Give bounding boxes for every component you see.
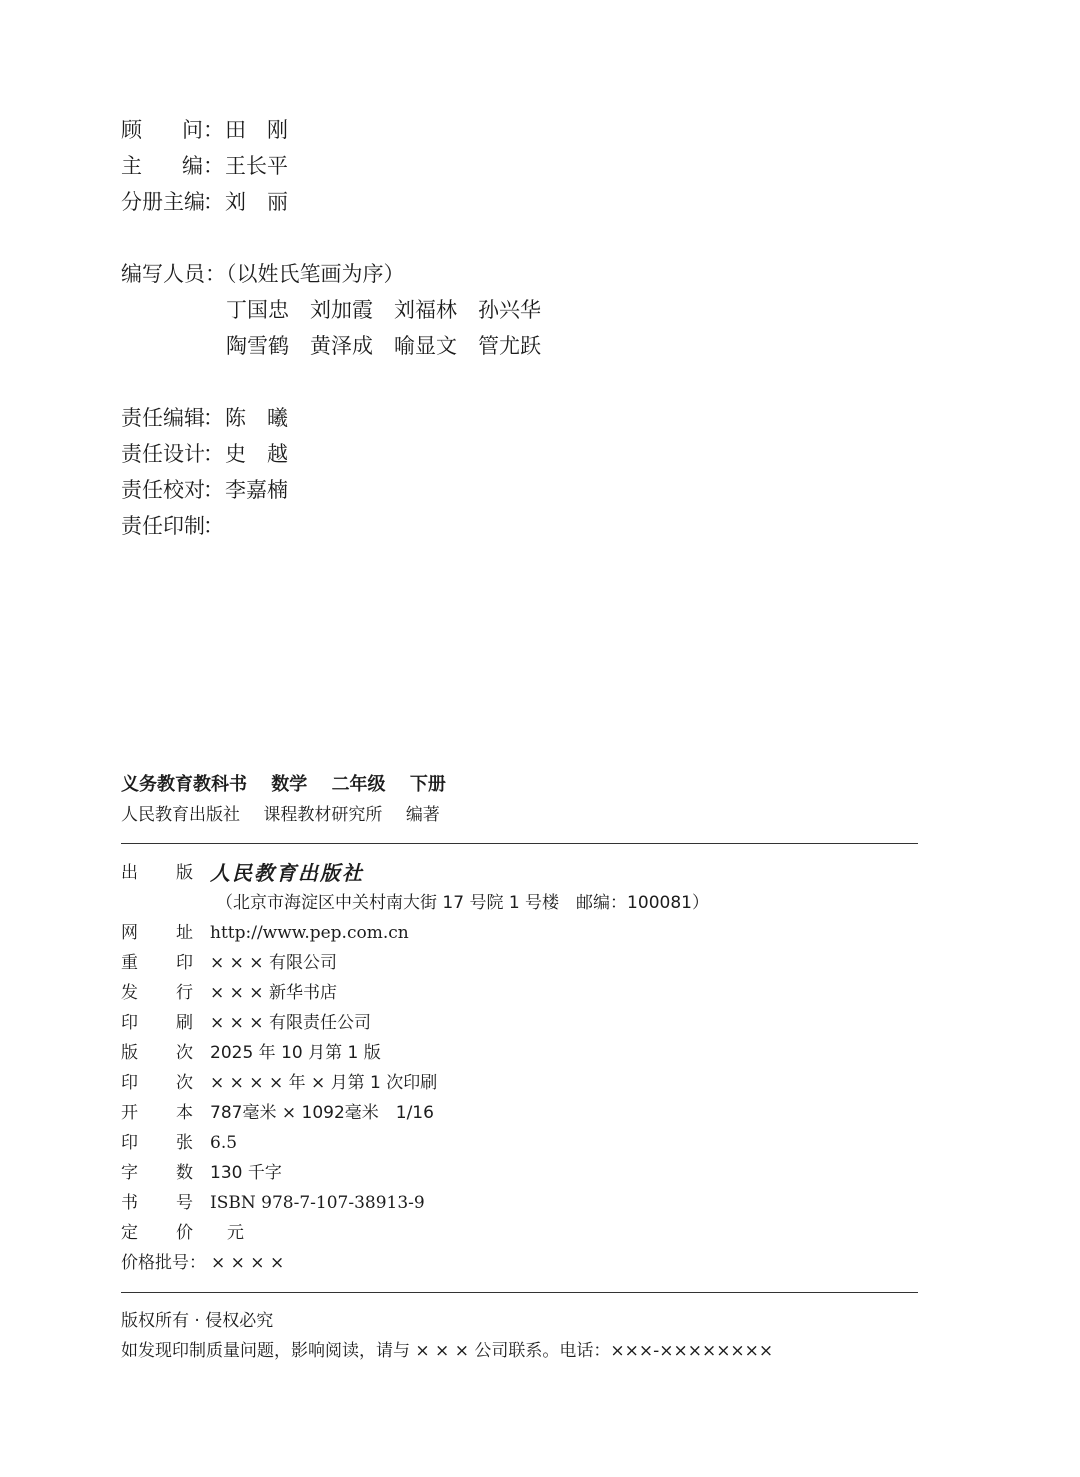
author-name: 喻显文 bbox=[394, 334, 457, 358]
responsible-editor-row: 责任编辑 ： 陈 曦 bbox=[121, 400, 821, 436]
book-volume: 下册 bbox=[409, 774, 446, 795]
author-name: 管尤跃 bbox=[478, 334, 541, 358]
format-value: 787毫米 × 1092毫米 1/16 bbox=[210, 1103, 434, 1123]
info-row-edition: 版 次 2025 年 10 月第 1 版 bbox=[121, 1038, 921, 1068]
quality-contact: 如发现印制质量问题，影响阅读，请与 × × × 公司联系。电话：×××-×××××××× bbox=[121, 1341, 774, 1361]
book-grade: 二年级 bbox=[331, 774, 386, 795]
info-row-impression: 印 次 × × × × 年 × 月第 1 次印刷 bbox=[121, 1068, 921, 1098]
authors-title: 编写人员：（以姓氏笔画为序） bbox=[121, 262, 405, 286]
volume-editor-row: 分册主编 ： 刘 丽 bbox=[121, 184, 821, 220]
footer bbox=[121, 1306, 921, 1366]
advisor-value: 田 刚 bbox=[225, 118, 288, 142]
website-value: http://www.pep.com.cn bbox=[210, 923, 409, 943]
book-subject: 数学 bbox=[271, 774, 308, 795]
author-name: 刘福林 bbox=[394, 298, 457, 322]
chief-editor-label: 主 编 bbox=[121, 154, 203, 178]
book-institute: 课程教材研究所 bbox=[263, 805, 383, 825]
book-title-block bbox=[121, 770, 921, 830]
reprint-value: × × × 有限公司 bbox=[210, 953, 337, 973]
printing-value: × × × 有限责任公司 bbox=[210, 1013, 371, 1033]
book-publisher: 人民教育出版社 bbox=[121, 805, 240, 825]
publication-info bbox=[121, 858, 921, 1278]
info-row-reprint: 重 印 × × × 有限公司 bbox=[121, 948, 921, 978]
credits-block bbox=[121, 112, 821, 544]
responsible-proof-row: 责任校对 ： 李嘉楠 bbox=[121, 472, 821, 508]
volume-editor-value: 刘 丽 bbox=[225, 190, 288, 214]
volume-editor-label: 分册主编 bbox=[121, 190, 205, 214]
info-row-isbn: 书 号 ISBN 978-7-107-38913-9 bbox=[121, 1188, 921, 1218]
info-row-sheets: 印 张 6.5 bbox=[121, 1128, 921, 1158]
author-name: 黄泽成 bbox=[310, 334, 373, 358]
responsible-print-label: 责任印制 bbox=[121, 514, 205, 538]
advisor-row: 顾 问 ： 田 刚 bbox=[121, 112, 821, 148]
info-row-price: 定 价 元 bbox=[121, 1218, 921, 1248]
chief-editor-row: 主 编 ： 王长平 bbox=[121, 148, 821, 184]
author-name: 刘加霞 bbox=[310, 298, 373, 322]
responsible-design-row: 责任设计 ： 史 越 bbox=[121, 436, 821, 472]
edition-value: 2025 年 10 月第 1 版 bbox=[210, 1043, 381, 1063]
impression-value: × × × × 年 × 月第 1 次印刷 bbox=[210, 1073, 438, 1093]
info-row-words: 字 数 130 千字 bbox=[121, 1158, 921, 1188]
advisor-label: 顾 问 bbox=[121, 118, 203, 142]
book-series: 义务教育教科书 bbox=[121, 774, 247, 795]
top-divider bbox=[121, 843, 918, 844]
distribution-value: × × × 新华书店 bbox=[210, 983, 337, 1003]
info-row-distribution: 发 行 × × × 新华书店 bbox=[121, 978, 921, 1008]
price-approval-value: × × × × bbox=[211, 1253, 285, 1273]
book-role: 编著 bbox=[405, 805, 440, 825]
responsible-design-label: 责任设计 bbox=[121, 442, 205, 466]
book-editor-line bbox=[121, 800, 921, 830]
book-title bbox=[121, 770, 921, 800]
responsible-editor-label: 责任编辑 bbox=[121, 406, 205, 430]
info-row-price-approval bbox=[121, 1248, 921, 1278]
words-value: 130 千字 bbox=[210, 1163, 282, 1183]
authors-list bbox=[226, 292, 821, 364]
isbn-value: ISBN 978-7-107-38913-9 bbox=[210, 1193, 425, 1213]
info-row-publish: 出 版 人民教育出版社 bbox=[121, 858, 921, 888]
bottom-divider bbox=[121, 1292, 918, 1293]
responsible-proof-value: 李嘉楠 bbox=[225, 478, 288, 502]
info-row-format: 开 本 787毫米 × 1092毫米 1/16 bbox=[121, 1098, 921, 1128]
responsible-print-row: 责任印制 ： bbox=[121, 508, 821, 544]
author-name: 丁国忠 bbox=[226, 298, 289, 322]
sheets-value: 6.5 bbox=[210, 1133, 238, 1153]
publisher-address: （北京市海淀区中关村南大街 17 号院 1 号楼 邮编：100081） bbox=[216, 893, 709, 913]
responsible-design-value: 史 越 bbox=[225, 442, 288, 466]
responsible-proof-label: 责任校对 bbox=[121, 478, 205, 502]
copyright-notice: 版权所有 · 侵权必究 bbox=[121, 1311, 274, 1331]
author-name: 陶雪鹤 bbox=[226, 334, 289, 358]
chief-editor-value: 王长平 bbox=[225, 154, 288, 178]
publisher-logo: 人民教育出版社 bbox=[210, 861, 364, 885]
info-row-website: 网 址 http://www.pep.com.cn bbox=[121, 918, 921, 948]
author-name: 孙兴华 bbox=[478, 298, 541, 322]
responsible-editor-value: 陈 曦 bbox=[225, 406, 288, 430]
price-approval-label: 价格批号： bbox=[121, 1253, 206, 1273]
info-row-printing: 印 刷 × × × 有限责任公司 bbox=[121, 1008, 921, 1038]
price-value: 元 bbox=[210, 1223, 244, 1243]
